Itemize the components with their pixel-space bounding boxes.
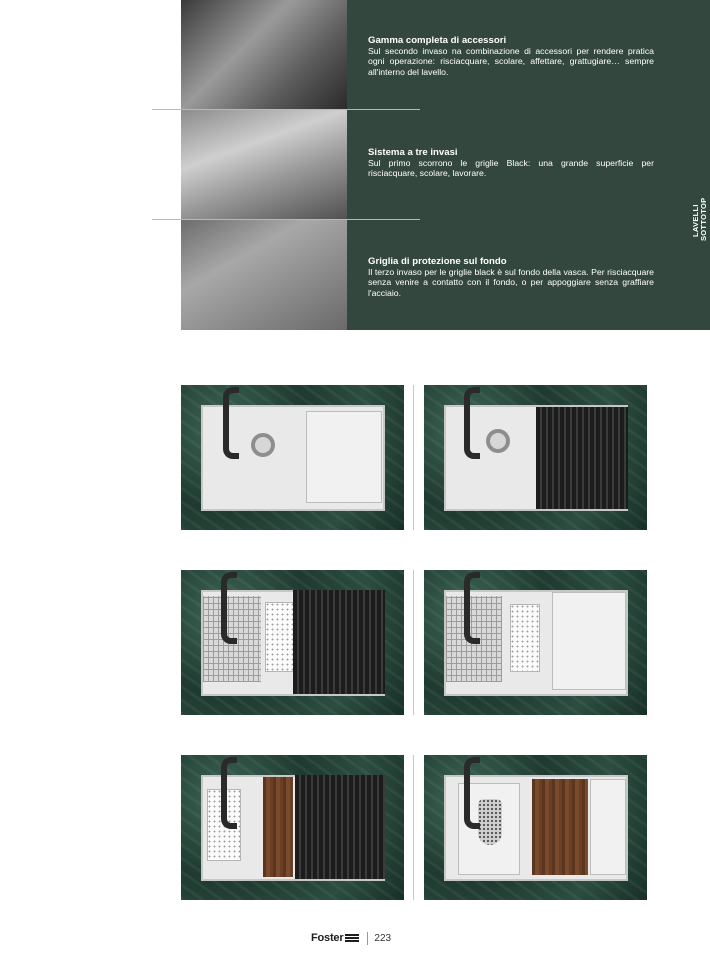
feature-photos: [181, 0, 347, 330]
sink-photo-3: [181, 570, 404, 715]
photo-three-basins: [181, 110, 347, 220]
brand-stripes-icon: [345, 934, 359, 942]
sink-photo-1: [181, 385, 404, 530]
photo-bottom-grid: [181, 220, 347, 330]
colander: [510, 604, 540, 672]
section-tab-line2: SOTTOTOP: [699, 197, 708, 241]
feature-title: Gamma completa di accessori: [368, 35, 507, 46]
faucet: [221, 572, 237, 644]
cutting-board: [590, 779, 626, 875]
grater: [478, 799, 502, 845]
feature-text: Il terzo invaso per le griglie black è sul fondo della vasca. Per risciacquare senza venire a contatto con il fondo, o per appoggiare senza graffiare l'acciaio.: [368, 267, 654, 298]
sink-photo-5: [181, 755, 404, 900]
sink-photo-2: [424, 385, 647, 530]
wooden-board: [263, 777, 293, 877]
feature-accessories: [368, 35, 654, 77]
sink-photo-6: [424, 755, 647, 900]
faucet: [221, 757, 237, 829]
faucet: [223, 387, 239, 459]
brand-logo: Foster: [311, 932, 344, 944]
sink-photo-4: [424, 570, 647, 715]
column-divider: [413, 570, 414, 715]
cutting-board: [306, 411, 382, 503]
feature-text: Sul primo scorrono le griglie Black: una grande superficie per risciacquare, scolare, lavorare.: [368, 158, 654, 179]
section-tab: [690, 195, 710, 245]
drain: [486, 429, 510, 453]
column-divider: [413, 755, 414, 900]
black-grid: [536, 407, 628, 509]
page-number: 223: [374, 932, 392, 944]
faucet: [464, 387, 480, 459]
black-grid: [295, 775, 385, 879]
feature-three-basins: [368, 147, 654, 179]
section-tab-line1: LAVELLI: [691, 204, 700, 237]
cutting-board: [552, 592, 626, 690]
colander: [265, 602, 295, 672]
divider-line: [152, 219, 420, 220]
divider-line: [152, 109, 420, 110]
faucet: [464, 572, 480, 644]
page-footer: [311, 930, 391, 946]
footer-divider: [367, 932, 368, 945]
feature-text: Sul secondo invaso na combinazione di accessori per rendere pratica ogni operazione: risciacquare, scolare, affettare, grattugiare… sempre all'interno del lavello.: [368, 46, 654, 77]
column-divider: [413, 385, 414, 530]
faucet: [464, 757, 480, 829]
drain: [251, 433, 275, 457]
feature-bottom-grid: [368, 256, 654, 298]
feature-title: Sistema a tre invasi: [368, 147, 458, 158]
feature-title: Griglia di protezione sul fondo: [368, 256, 507, 267]
black-grid: [293, 590, 385, 694]
photo-accessories: [181, 0, 347, 110]
wooden-board: [532, 779, 588, 875]
